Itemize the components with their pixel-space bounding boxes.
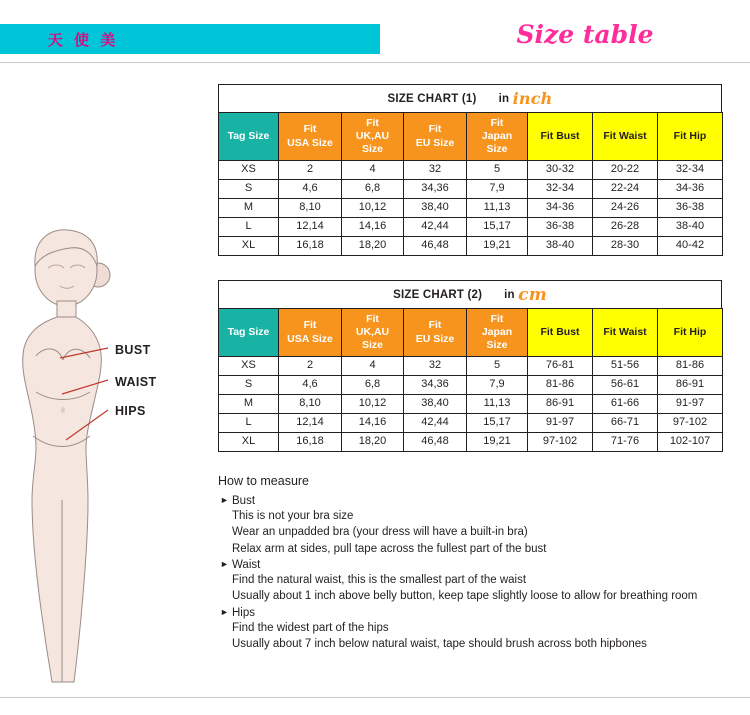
cell-waist: 71-76 — [593, 433, 658, 452]
cell-waist: 26-28 — [593, 218, 658, 237]
cell-eu: 34,36 — [404, 180, 467, 199]
how-to-measure-group-waist — [218, 559, 728, 605]
table-row — [219, 414, 723, 433]
size-chart-2 — [218, 280, 722, 452]
cell-hip: 36-38 — [658, 199, 723, 218]
table-header-row — [219, 113, 723, 161]
cell-hip: 32-34 — [658, 161, 723, 180]
table-row — [219, 161, 723, 180]
cell-hip: 81-86 — [658, 357, 723, 376]
size-chart-2-unit-prefix: in — [504, 288, 515, 301]
header-uk-au-size: Fit UK,AU Size — [342, 309, 404, 357]
cell-waist: 56-61 — [593, 376, 658, 395]
size-chart-2-body — [219, 357, 723, 452]
cell-bust: 86-91 — [528, 395, 593, 414]
cell-japan: 19,21 — [467, 433, 528, 452]
cell-waist: 28-30 — [593, 237, 658, 256]
header-japan-size: Fit Japan Size — [467, 309, 528, 357]
size-chart-1-unit-prefix: in — [498, 92, 510, 105]
cell-hip: 40-42 — [658, 237, 723, 256]
cell-ukau: 10,12 — [342, 395, 404, 414]
cell-japan: 19,21 — [467, 237, 528, 256]
footer-divider — [0, 697, 750, 698]
size-chart-1-title-text: SIZE CHART (1) — [387, 92, 477, 105]
cell-usa: 2 — [279, 161, 342, 180]
cell-usa: 8,10 — [279, 199, 342, 218]
header-uk-au-size: Fit UK,AU Size — [342, 113, 404, 161]
how-to-measure-group-hips — [218, 607, 728, 653]
body-figure-illustration — [0, 70, 212, 690]
cell-eu: 38,40 — [404, 199, 467, 218]
header-eu-size: Fit EU Size — [404, 113, 467, 161]
cell-japan: 5 — [467, 357, 528, 376]
cell-eu: 34,36 — [404, 376, 467, 395]
cell-hip: 34-36 — [658, 180, 723, 199]
cell-tag-size: S — [219, 376, 279, 395]
cell-ukau: 14,16 — [342, 414, 404, 433]
table-row — [219, 237, 723, 256]
how-to-measure-line: Wear an unpadded bra (your dress will have a built-in bra) — [232, 526, 528, 539]
header-usa-size: Fit USA Size — [279, 113, 342, 161]
cell-eu: 46,48 — [404, 433, 467, 452]
page-header — [0, 0, 750, 62]
cell-tag-size: M — [219, 395, 279, 414]
cell-eu: 38,40 — [404, 395, 467, 414]
how-to-measure-line: Usually about 1 inch above belly button, keep tape slightly loose to allow for breathing room — [232, 590, 698, 603]
size-chart-1-unit: inch — [512, 89, 553, 108]
how-to-measure-head-bust: ► Bust — [220, 495, 256, 507]
how-to-measure-line: This is not your bra size — [232, 510, 354, 522]
hips-label: HIPS — [115, 404, 146, 418]
cell-japan: 5 — [467, 161, 528, 180]
cell-usa: 2 — [279, 357, 342, 376]
size-chart-1 — [218, 84, 722, 256]
cell-hip: 86-91 — [658, 376, 723, 395]
cell-ukau: 14,16 — [342, 218, 404, 237]
cell-usa: 16,18 — [279, 237, 342, 256]
triangle-bullet-icon: ► — [220, 606, 229, 617]
cell-tag-size: XL — [219, 433, 279, 452]
cell-tag-size: S — [219, 180, 279, 199]
cell-bust: 76-81 — [528, 357, 593, 376]
header-usa-size: Fit USA Size — [279, 309, 342, 357]
cell-bust: 34-36 — [528, 199, 593, 218]
bust-label: BUST — [115, 343, 151, 357]
table-row — [219, 199, 723, 218]
how-to-measure-line: Relax arm at sides, pull tape across the fullest part of the bust — [232, 542, 547, 555]
triangle-bullet-icon: ► — [220, 558, 229, 569]
header-japan-size: Fit Japan Size — [467, 113, 528, 161]
cell-japan: 15,17 — [467, 218, 528, 237]
cell-hip: 97-102 — [658, 414, 723, 433]
header-fit-hip: Fit Hip — [658, 309, 723, 357]
cell-waist: 24-26 — [593, 199, 658, 218]
triangle-bullet-icon: ► — [220, 495, 229, 505]
cell-waist: 20-22 — [593, 161, 658, 180]
cell-tag-size: XS — [219, 357, 279, 376]
cell-usa: 4,6 — [279, 180, 342, 199]
size-chart-2-title — [218, 280, 722, 308]
page-title: Size table — [516, 20, 654, 49]
table-row — [219, 395, 723, 414]
cell-eu: 32 — [404, 161, 467, 180]
how-to-measure-head-waist: ► Waist — [220, 558, 261, 571]
header-fit-bust: Fit Bust — [528, 113, 593, 161]
header-fit-waist: Fit Waist — [593, 113, 658, 161]
size-chart-1-table — [218, 112, 723, 256]
cell-usa: 4,6 — [279, 376, 342, 395]
cell-bust: 30-32 — [528, 161, 593, 180]
cell-usa: 12,14 — [279, 218, 342, 237]
cell-japan: 7,9 — [467, 376, 528, 395]
cell-waist: 61-66 — [593, 395, 658, 414]
header-fit-hip: Fit Hip — [658, 113, 723, 161]
size-chart-1-body — [219, 161, 723, 256]
table-row — [219, 357, 723, 376]
cell-waist: 22-24 — [593, 180, 658, 199]
table-row — [219, 433, 723, 452]
cell-japan: 11,13 — [467, 395, 528, 414]
cell-bust: 97-102 — [528, 433, 593, 452]
how-to-measure-title: How to measure — [218, 474, 310, 488]
header-divider — [0, 62, 750, 63]
cell-bust: 81-86 — [528, 376, 593, 395]
cell-eu: 32 — [404, 357, 467, 376]
cell-ukau: 6,8 — [342, 180, 404, 199]
female-silhouette-icon — [0, 70, 212, 690]
cell-tag-size: XS — [219, 161, 279, 180]
cell-tag-size: XL — [219, 237, 279, 256]
cell-hip: 38-40 — [658, 218, 723, 237]
cell-usa: 16,18 — [279, 433, 342, 452]
header-tag-size: Tag Size — [219, 309, 279, 357]
cell-tag-size: L — [219, 218, 279, 237]
size-chart-2-title-text: SIZE CHART (2) — [393, 288, 483, 301]
cell-tag-size: M — [219, 199, 279, 218]
cell-ukau: 4 — [342, 161, 404, 180]
cell-ukau: 18,20 — [342, 237, 404, 256]
cell-ukau: 18,20 — [342, 433, 404, 452]
cell-bust: 91-97 — [528, 414, 593, 433]
cell-hip: 91-97 — [658, 395, 723, 414]
cell-japan: 15,17 — [467, 414, 528, 433]
table-row — [219, 180, 723, 199]
cell-waist: 66-71 — [593, 414, 658, 433]
how-to-measure-line: Find the natural waist, this is the smallest part of the waist — [232, 573, 527, 586]
cell-hip: 102-107 — [658, 433, 723, 452]
how-to-measure-line: Usually about 7 inch below natural waist, tape should brush across both hipbones — [232, 637, 647, 650]
cell-japan: 11,13 — [467, 199, 528, 218]
table-header-row — [219, 309, 723, 357]
how-to-measure-section — [218, 474, 728, 654]
waist-label: WAIST — [115, 375, 157, 389]
cell-bust: 38-40 — [528, 237, 593, 256]
cell-usa: 8,10 — [279, 395, 342, 414]
brand-logo: 天 使 美 — [47, 30, 119, 49]
how-to-measure-line: Find the widest part of the hips — [232, 621, 389, 634]
cell-usa: 12,14 — [279, 414, 342, 433]
header-tag-size: Tag Size — [219, 113, 279, 161]
cell-ukau: 6,8 — [342, 376, 404, 395]
cell-ukau: 10,12 — [342, 199, 404, 218]
cell-japan: 7,9 — [467, 180, 528, 199]
cell-bust: 32-34 — [528, 180, 593, 199]
header-fit-bust: Fit Bust — [528, 309, 593, 357]
cell-ukau: 4 — [342, 357, 404, 376]
how-to-measure-group-bust — [218, 495, 728, 557]
size-chart-2-unit: cm — [518, 284, 547, 305]
cell-waist: 51-56 — [593, 357, 658, 376]
header-fit-waist: Fit Waist — [593, 309, 658, 357]
size-chart-2-table — [218, 308, 723, 452]
how-to-measure-head-hips: ► Hips — [220, 606, 256, 619]
table-row — [219, 218, 723, 237]
cell-tag-size: L — [219, 414, 279, 433]
cell-eu: 42,44 — [404, 218, 467, 237]
cell-eu: 46,48 — [404, 237, 467, 256]
table-row — [219, 376, 723, 395]
cell-bust: 36-38 — [528, 218, 593, 237]
header-eu-size: Fit EU Size — [404, 309, 467, 357]
cell-eu: 42,44 — [404, 414, 467, 433]
size-chart-1-title — [218, 84, 722, 112]
